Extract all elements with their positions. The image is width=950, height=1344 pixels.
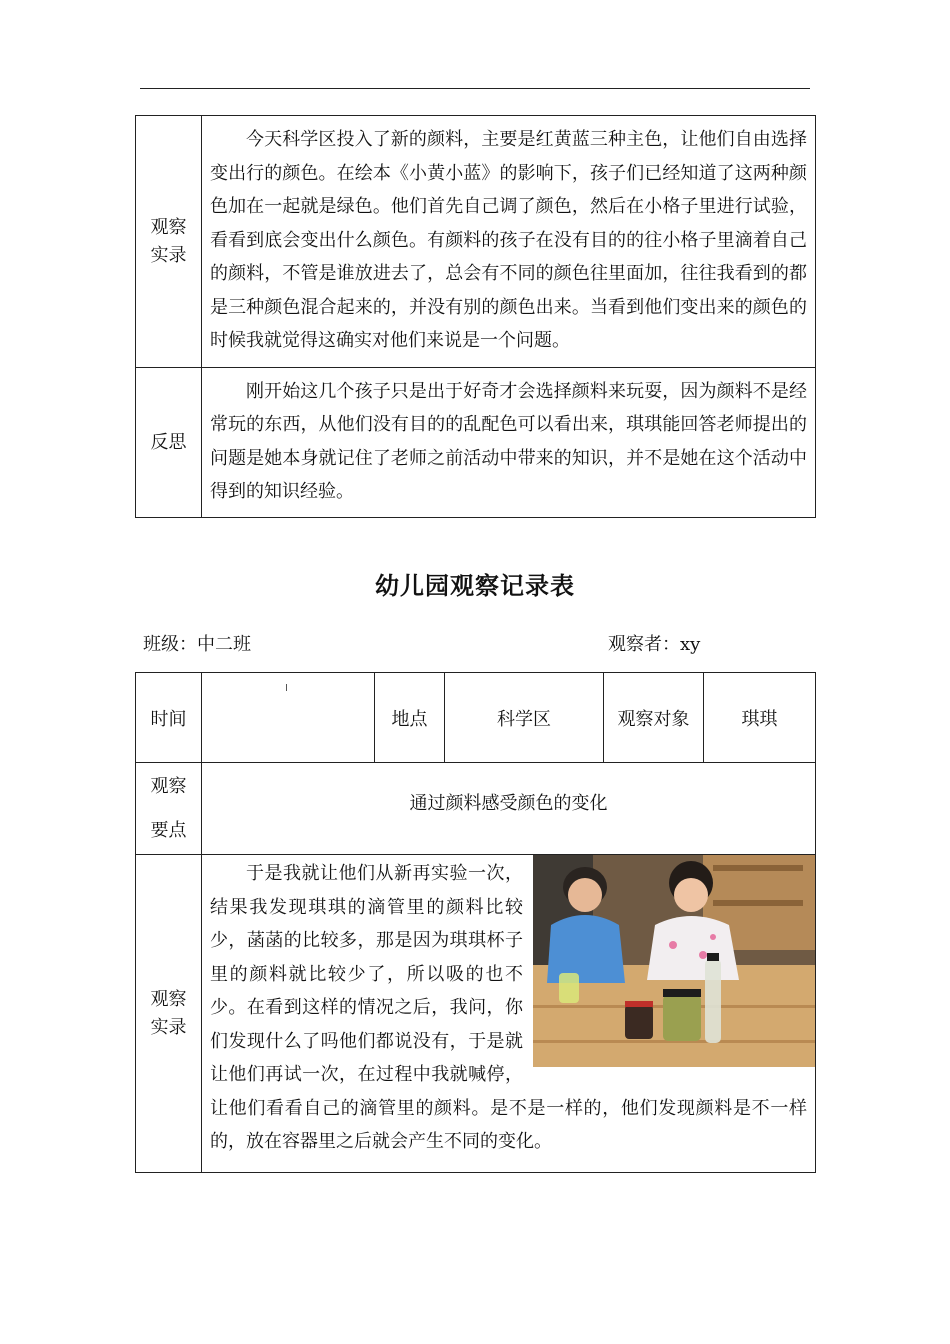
label-line: 观察 xyxy=(150,216,187,238)
record-text-cell xyxy=(202,116,816,368)
record-row-2 xyxy=(136,855,816,1173)
focus-text: 通过颜料感受颜色的变化 xyxy=(202,763,816,855)
label-line: 反思 xyxy=(150,431,187,453)
info-row xyxy=(136,673,816,763)
observation-table-1 xyxy=(135,115,816,518)
photo-illustration xyxy=(533,855,815,1067)
row-label-record xyxy=(136,116,202,368)
record-text-cell-2 xyxy=(202,855,816,1173)
record-text: 今天科学区投入了新的颜料，主要是红黄蓝三种主色，让他们自由选择变出行的颜色。在绘本《小黄小蓝》的影响下，孩子们已经知道了这两种颜色加在一起就是绿色。他们首先自己调了颜色，然后在小格子里进行试验，看看到底会变出什么颜色。有颜料的孩子在没有目的的往小格子里滴着自己的颜料，不管是谁放进去了，总会有不同的颜色往里面加，往往我看到的都是三种颜色混合起来的，并没有别的颜色出来。当看到他们变出来的颜色的时候我就觉得这确实对他们来说是一个问题。 xyxy=(210,129,807,352)
reflection-text: 刚开始这几个孩子只是出于好奇才会选择颜料来玩耍，因为颜料不是经常玩的东西，从他们没有目的的乱配色可以看出来，琪琪能回答老师提出的问题是她本身就记住了老师之前活动中带来的知识，并不是她在这个活动中得到的知识经验。 xyxy=(210,380,807,502)
target-value: 琪琪 xyxy=(704,673,816,763)
place-label: 地点 xyxy=(375,673,445,763)
label-line: 实录 xyxy=(150,244,187,266)
row-label-reflection xyxy=(136,368,202,518)
label-line: 观察 xyxy=(150,988,187,1010)
stray-mark xyxy=(286,684,287,691)
focus-row xyxy=(136,763,816,855)
place-value: 科学区 xyxy=(445,673,604,763)
row-label-record-2 xyxy=(136,855,202,1173)
reflection-row xyxy=(136,368,816,518)
label-line: 观察 xyxy=(150,775,187,797)
header-rule xyxy=(140,88,810,89)
label-line: 要点 xyxy=(150,819,187,841)
observation-table-2 xyxy=(135,672,816,1173)
observer-label: 观察者：xy xyxy=(608,634,701,655)
time-value xyxy=(202,673,375,763)
record-row xyxy=(136,116,816,368)
target-label: 观察对象 xyxy=(604,673,704,763)
time-label: 时间 xyxy=(136,673,202,763)
record-text-2 xyxy=(202,855,815,1165)
record-text-2-content: 于是我就让他们从新再实验一次，结果我发现琪琪的滴管里的颜料比较少，菡菡的比较多，那是因为琪琪杯子里的颜料就比较少了，所以吸的也不少。在看到这样的情况之后，我问，你们发现什么了吗他们都说没有，于是就让他们再试一次，在过程中我就喊停，让他们看看自己的滴管里的颜料。是不是一样的，他们发现颜料是不一样的，放在容器里之后就会产生不同的变化。 xyxy=(210,863,807,1152)
class-label: 班级：中二班 xyxy=(143,634,251,655)
row-label-focus xyxy=(136,763,202,855)
children-painting-photo xyxy=(533,855,815,1067)
label-line: 实录 xyxy=(150,1016,187,1038)
page-title: 幼儿园观察记录表 xyxy=(375,572,575,600)
reflection-text-cell xyxy=(202,368,816,518)
